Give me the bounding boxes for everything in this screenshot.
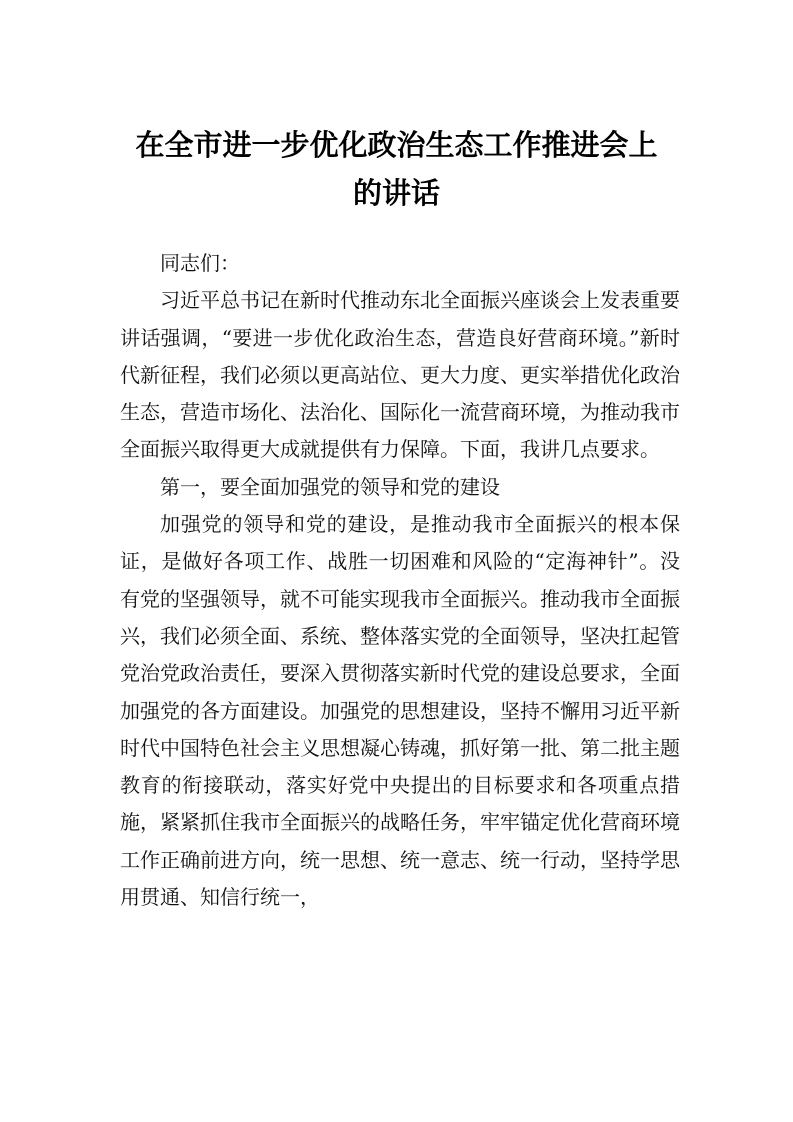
document-title-line-2: 的讲话 [352,176,440,210]
greeting: 同志们： [160,251,240,275]
paragraph-intro: 习近平总书记在新时代推动东北全面振兴座谈会上发表重要讲话强调，“要进一步优化政治生态，营造良好营商环境。”新时代新征程，我们必须以更高站位、更大力度、更实举措优化政治生态，营造市场化、法治化、国际化一流营商环境，为推动我市全面振兴取得更大成就提供有力保障。下面，我讲几点要求。 [120,288,680,462]
document-body [120,245,680,916]
document-title-line-1: 在全市进一步优化政治生态工作推进会上 [135,128,658,162]
paragraph-section-1: 加强党的领导和党的建设，是推动我市全面振兴的根本保证，是做好各项工作、战胜一切困难和风险的“定海神针”。没有党的坚强领导，就不可能实现我市全面振兴。推动我市全面振兴，我们必须全面、系统、整体落实党的全面领导，坚决扛起管党治党政治责任，要深入贯彻落实新时代党的建设总要求，全面加强党的各方面建设。加强党的思想建设，坚持不懈用习近平新时代中国特色社会主义思想凝心铸魂，抓好第一批、第二批主题教育的衔接联动，落实好党中央提出的目标要求和各项重点措施，紧紧抓住我市全面振兴的战略任务，牢牢锚定优化营商环境工作正确前进方向，统一思想、统一意志、统一行动，坚持学思用贯通、知信行统一， [120,512,680,910]
section-heading-1: 第一，要全面加强党的领导和党的建设 [160,474,500,499]
